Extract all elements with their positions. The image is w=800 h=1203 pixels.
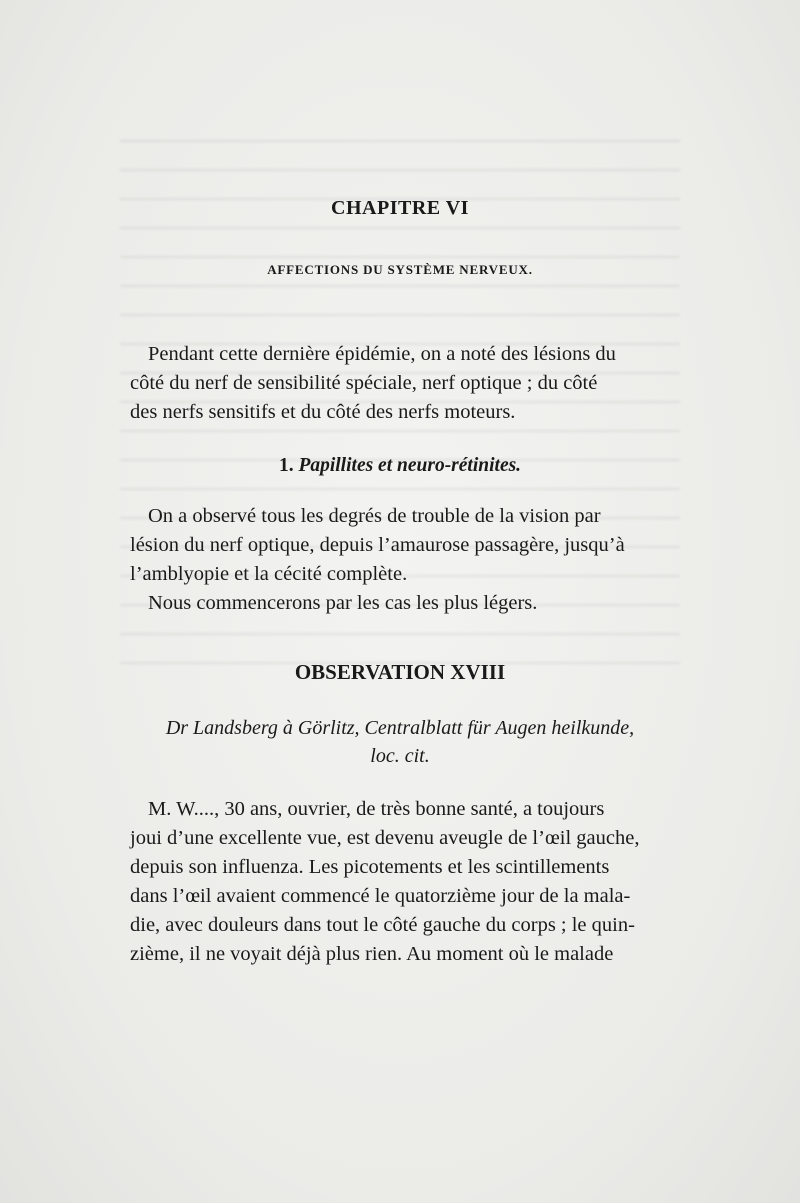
citation-line: loc. cit.	[370, 745, 430, 767]
section-number: 1.	[278, 455, 294, 476]
text-line: joui d’une excellente vue, est devenu aveugle de l’œil gauche,	[130, 827, 640, 849]
text-line: M. W...., 30 ans, ouvrier, de très bonne santé, a toujours	[148, 798, 605, 820]
section-heading	[130, 455, 670, 477]
observation-paragraph	[130, 795, 670, 969]
chapter-subtitle: AFFECTIONS DU SYSTÈME NERVEUX.	[267, 262, 533, 277]
text-line: l’amblyopie et la cécité complète.	[130, 563, 408, 585]
observation-title: OBSERVATION XVIII	[294, 660, 506, 684]
text-line: depuis son influenza. Les picotements et les scintillements	[130, 856, 610, 878]
citation-line: Dr Landsberg à Görlitz, Centralblatt für Augen heilkunde,	[165, 717, 635, 739]
observation-citation	[130, 714, 670, 770]
text-line: Nous commencerons par les cas les plus légers.	[148, 592, 538, 614]
chapter-title: CHAPITRE VI	[331, 197, 469, 219]
text-line: des nerfs sensitifs et du côté des nerfs moteurs.	[130, 401, 516, 423]
text-line: côté du nerf de sensibilité spéciale, nerf optique ; du côté	[130, 372, 598, 394]
text-line: Pendant cette dernière épidémie, on a noté des lésions du	[148, 343, 616, 365]
text-line: zième, il ne voyait déjà plus rien. Au moment où le malade	[130, 943, 614, 965]
section-paragraph	[130, 502, 670, 618]
text-line: dans l’œil avaient commencé le quatorzième jour de la mala-	[130, 885, 631, 907]
text-line: lésion du nerf optique, depuis l’amaurose passagère, jusqu’à	[130, 534, 625, 556]
text-line: On a observé tous les degrés de trouble de la vision par	[148, 505, 601, 527]
section-title: Papillites et neuro-rétinites.	[298, 455, 522, 476]
text-line: die, avec douleurs dans tout le côté gauche du corps ; le quin-	[130, 914, 635, 936]
intro-paragraph	[130, 340, 670, 427]
